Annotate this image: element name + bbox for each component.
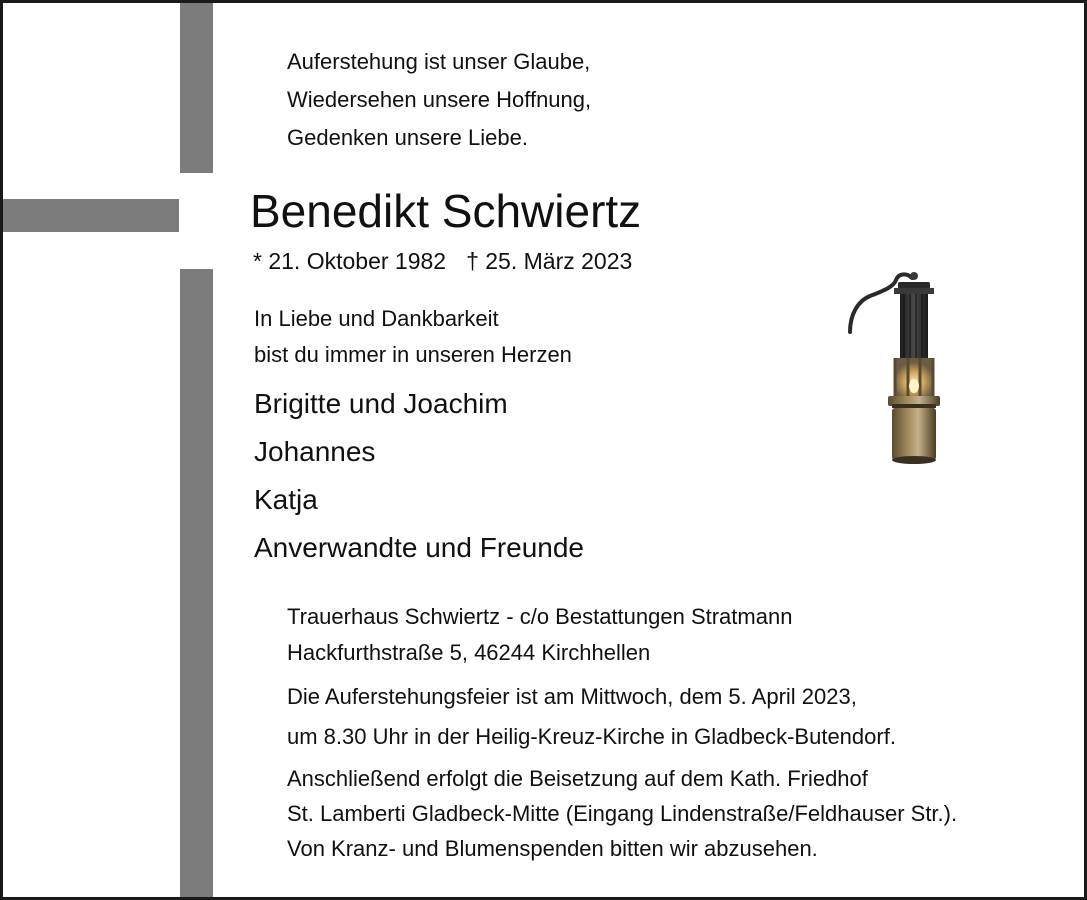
motto-line-2: Wiedersehen unsere Hoffnung, bbox=[287, 87, 592, 112]
address-line-2: Hackfurthstraße 5, 46244 Kirchhellen bbox=[287, 640, 651, 665]
dedication-line-2: bist du immer in unseren Herzen bbox=[254, 342, 572, 367]
mourner-1: Brigitte und Joachim bbox=[254, 388, 508, 419]
burial-line-3: Von Kranz- und Blumenspenden bitten wir abzusehen. bbox=[287, 836, 818, 861]
burial-line-2: St. Lamberti Gladbeck-Mitte (Eingang Lindenstraße/Feldhauser Str.). bbox=[287, 801, 958, 826]
mourner-2: Johannes bbox=[254, 436, 376, 467]
service-line-2: um 8.30 Uhr in der Heilig-Kreuz-Kirche in Gladbeck-Butendorf. bbox=[287, 724, 896, 749]
mourner-3: Katja bbox=[254, 484, 318, 515]
mourner-4: Anverwandte und Freunde bbox=[254, 532, 584, 563]
cross-top-bar bbox=[180, 3, 213, 173]
motto-line-1: Auferstehung ist unser Glaube, bbox=[287, 49, 591, 74]
burial-line-1: Anschließend erfolgt die Beisetzung auf dem Kath. Friedhof bbox=[287, 766, 868, 791]
birth-date: * 21. Oktober 1982 bbox=[253, 248, 447, 274]
cross-bottom-bar bbox=[180, 269, 213, 897]
life-dates bbox=[253, 250, 632, 273]
service-line-1: Die Auferstehungsfeier ist am Mittwoch, dem 5. April 2023, bbox=[287, 684, 857, 709]
miners-lamp-icon bbox=[836, 268, 956, 468]
cross-horizontal-bar bbox=[3, 199, 179, 232]
motto-line-3: Gedenken unsere Liebe. bbox=[287, 125, 528, 150]
deceased-name: Benedikt Schwiertz bbox=[250, 185, 642, 237]
death-date: † 25. März 2023 bbox=[466, 248, 633, 274]
dedication-line-1: In Liebe und Dankbarkeit bbox=[254, 306, 499, 331]
address-line-1: Trauerhaus Schwiertz - c/o Bestattungen Stratmann bbox=[287, 604, 793, 629]
